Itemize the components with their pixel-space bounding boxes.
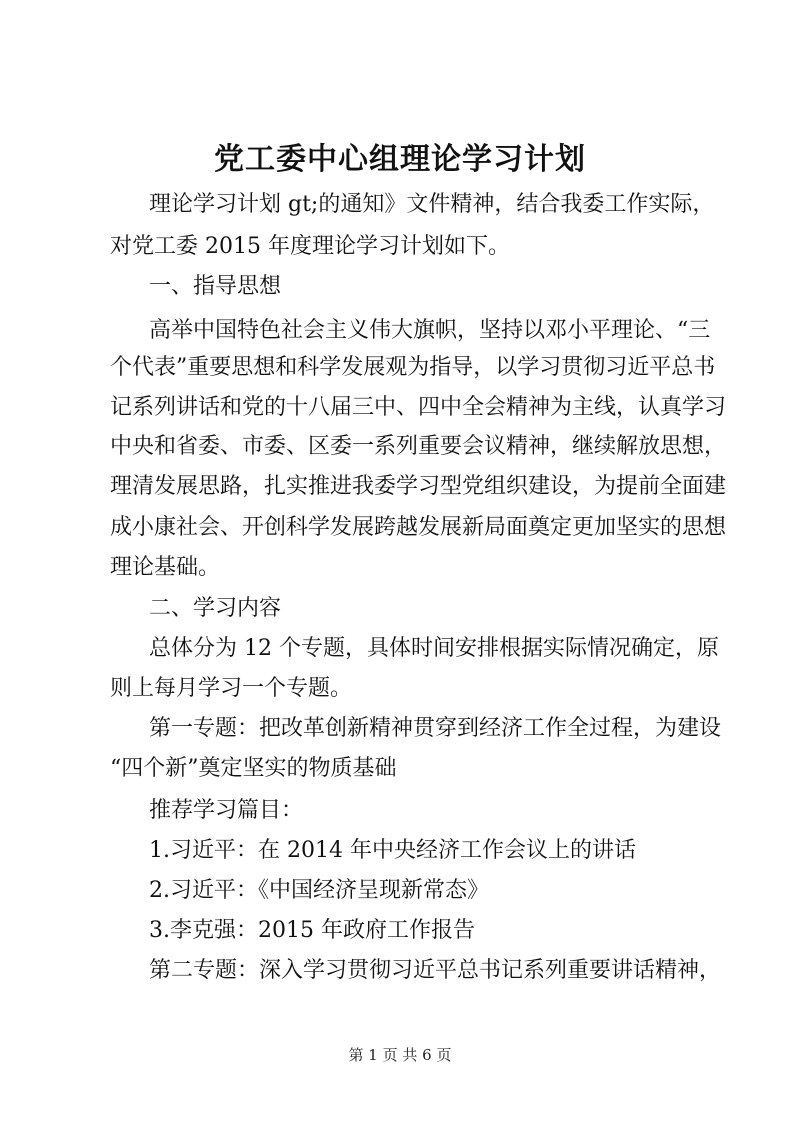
body-line-7: 中央和省委、市委、区委一系列重要会议精神，继续解放思想， — [110, 434, 727, 459]
body-line-5: 个代表”重要思想和科学发展观为指导，以学习贯彻习近平总书 — [110, 355, 716, 380]
recommended-reading-2: 2.习近平：《中国经济呈现新常态》 — [149, 878, 489, 903]
body-line-6: 记系列讲话和党的十八届三中、四中全会精神为主线，认真学习 — [110, 395, 727, 420]
section-heading-guiding-thought: 一、指导思想 — [149, 274, 282, 299]
section-heading-study-content: 二、学习内容 — [149, 596, 282, 621]
body-line-8: 理清发展思路，扎实推进我委学习型党组织建设，为提前全面建 — [110, 474, 727, 499]
topic-1-line-2: “四个新”奠定坚实的物质基础 — [110, 756, 397, 781]
recommended-reading-1: 1.习近平：在 2014 年中央经济工作会议上的讲话 — [149, 838, 636, 863]
body-line-1: 理论学习计划 gt;的通知》文件精神，结合我委工作实际， — [149, 192, 715, 217]
body-line-12: 总体分为 12 个专题，具体时间安排根据实际情况确定，原 — [149, 636, 719, 661]
body-line-2: 对党工委 2015 年度理论学习计划如下。 — [110, 234, 510, 259]
body-line-13: 则上每月学习一个专题。 — [110, 676, 353, 701]
body-line-4: 高举中国特色社会主义伟大旗帜，坚持以邓小平理论、“三 — [149, 318, 711, 343]
body-line-9: 成小康社会、开创科学发展跨越发展新局面奠定更加坚实的思想 — [110, 515, 727, 540]
recommended-reading-3: 3.李克强：2015 年政府工作报告 — [149, 918, 475, 943]
topic-1-line-1: 第一专题：把改革创新精神贯穿到经济工作全过程，为建设 — [149, 716, 722, 741]
page-footer: 第 1 页 共 6 页 — [348, 1046, 452, 1064]
document-title: 党工委中心组理论学习计划 — [214, 142, 586, 177]
body-line-10: 理论基础。 — [110, 555, 221, 580]
recommended-reading-label: 推荐学习篇目： — [149, 798, 304, 823]
topic-2-line-1: 第二专题：深入学习贯彻习近平总书记系列重要讲话精神， — [149, 958, 722, 983]
